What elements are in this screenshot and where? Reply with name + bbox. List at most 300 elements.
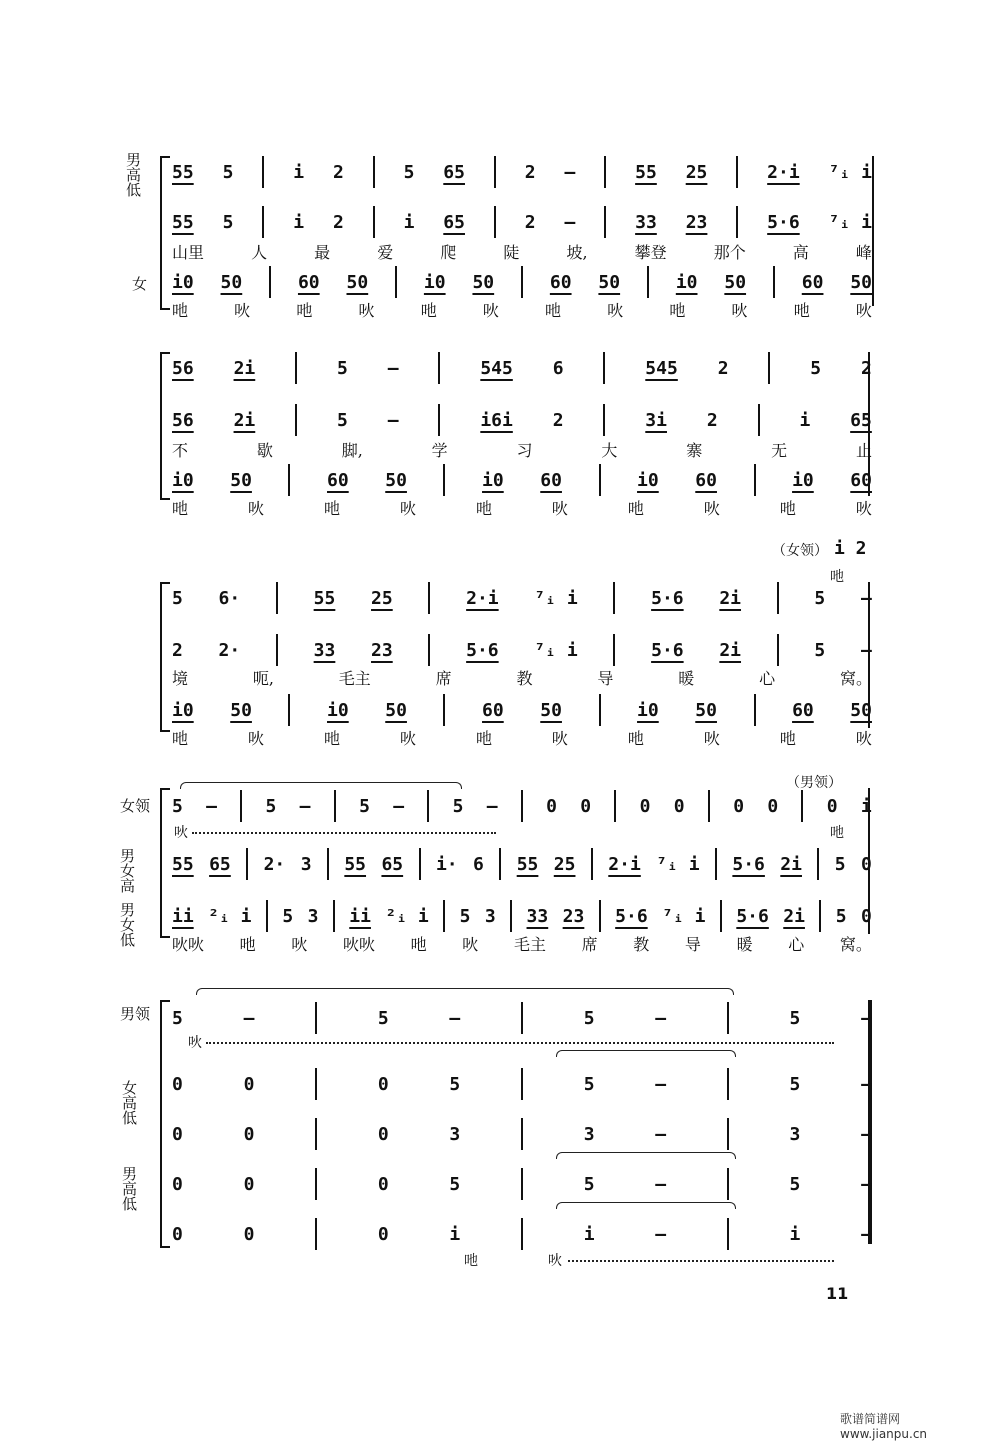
barline — [777, 634, 779, 666]
barline — [373, 206, 375, 238]
barline — [428, 634, 430, 666]
barline — [428, 582, 430, 614]
lyric-syllable: 教 — [516, 669, 533, 688]
note: 3i — [645, 409, 667, 431]
barline — [647, 266, 649, 298]
note: 0 — [243, 1123, 255, 1145]
lyric-line — [172, 438, 872, 460]
lyric-line — [172, 726, 872, 748]
note: i0 — [637, 699, 659, 721]
note: 2 — [861, 357, 872, 379]
note: ii — [349, 905, 371, 927]
note: — — [655, 1007, 667, 1029]
note: — — [861, 1173, 872, 1195]
note: i0 — [172, 469, 194, 491]
note: i0 — [637, 469, 659, 491]
note: 55 — [344, 853, 367, 875]
note: — — [206, 795, 217, 817]
barline — [315, 1168, 317, 1200]
note: ²ᵢ i — [385, 905, 429, 927]
lyric-syllable: 吙 — [247, 729, 264, 748]
barline — [427, 790, 429, 822]
barline — [817, 848, 819, 880]
note: 5 — [452, 795, 464, 817]
note: 5·6 — [615, 905, 648, 927]
lyric-syllable: 吔 — [475, 729, 492, 748]
lyric-syllable: 吔 — [779, 729, 796, 748]
note: i0 — [675, 271, 698, 293]
voice-label-female: 女 — [132, 275, 148, 293]
note: 5 — [814, 587, 826, 609]
note: — — [655, 1223, 667, 1245]
lyric-syllable: 窝。 — [839, 669, 872, 688]
note: 5·6 — [651, 587, 684, 609]
note: ⁷ᵢ i — [828, 211, 872, 233]
lyric-line — [172, 496, 872, 518]
note: i — [293, 161, 305, 183]
note: 5·6 — [736, 905, 769, 927]
voice-label-men: 男高低 — [120, 1166, 138, 1211]
note: 5·6 — [651, 639, 684, 661]
note: i — [403, 211, 415, 233]
note: — — [861, 1007, 872, 1029]
lyric-syllable: 毛主 — [513, 935, 546, 954]
barline — [395, 266, 397, 298]
note: i· — [435, 853, 458, 875]
barline — [715, 848, 717, 880]
barline — [521, 1118, 523, 1150]
tie-arc — [556, 1050, 736, 1057]
note: 0 — [243, 1173, 255, 1195]
lyric-syllable: 暖 — [736, 935, 753, 954]
lyric-syllable: 攀登 — [634, 243, 667, 262]
lyric-line — [172, 240, 872, 262]
barline — [777, 582, 779, 614]
lyric-syllable: 峰 — [855, 243, 872, 262]
melisma-dots — [206, 1042, 834, 1044]
barline — [720, 900, 722, 932]
note: ii — [172, 905, 194, 927]
staff-row-women-low — [172, 1116, 872, 1152]
lyric-syllable: 导 — [684, 935, 701, 954]
lyric-syllable: 吙 — [551, 499, 568, 518]
note: 0 — [377, 1073, 389, 1095]
note: 60 — [801, 271, 824, 293]
barline — [758, 404, 760, 436]
note: 6 — [552, 357, 564, 379]
note: 5 — [810, 357, 822, 379]
lyric-syllable: 止 — [855, 441, 872, 460]
page-number: 11 — [826, 1284, 849, 1303]
note: 65 — [850, 409, 872, 431]
voice-label-female-lead: 女领 — [120, 797, 151, 815]
lyric-syllable: 习 — [516, 441, 533, 460]
lyric-syllable: 呃, — [252, 669, 274, 688]
lyric-syllable: 窝。 — [839, 935, 872, 954]
note: — — [564, 161, 576, 183]
note: 0 — [243, 1073, 255, 1095]
staff-row-1 — [172, 350, 872, 386]
barline — [494, 156, 496, 188]
note: 50 — [230, 699, 252, 721]
note: 0 — [639, 795, 651, 817]
staff-row-3 — [172, 462, 872, 498]
lyric-syllable: 吙 — [703, 729, 720, 748]
lyric-end-2: 吙 — [548, 1253, 562, 1269]
barline — [521, 1068, 523, 1100]
note: 5 — [337, 357, 348, 379]
barline — [604, 156, 606, 188]
lyric-line — [172, 666, 872, 688]
tie-arc — [196, 988, 734, 995]
score-system-1 — [0, 140, 990, 320]
staff-row-men-low — [172, 1216, 872, 1252]
note: 3 — [484, 905, 496, 927]
note: 50 — [230, 469, 252, 491]
score-system-4 — [0, 770, 990, 960]
lyric-syllable: 吔 — [172, 301, 189, 320]
lyric-syllable: 吙 — [482, 301, 499, 320]
lyric-syllable: 毛主 — [338, 669, 371, 688]
note: i0 — [482, 469, 504, 491]
note: 25 — [553, 853, 576, 875]
pickup-notes: i 2 — [834, 538, 867, 559]
barline — [727, 1218, 729, 1250]
note: 60 — [327, 469, 349, 491]
note: 0 — [580, 795, 592, 817]
note: 3 — [583, 1123, 595, 1145]
barline — [754, 694, 756, 726]
barline — [315, 1068, 317, 1100]
note: 2 — [332, 161, 344, 183]
lyric-syllable: 吙 — [291, 935, 308, 954]
lyric-syllable: 最 — [314, 243, 331, 262]
note: 2 — [524, 211, 536, 233]
note: 545 — [645, 357, 678, 379]
barline — [443, 464, 445, 496]
staff-row-2 — [172, 402, 872, 438]
lyric-syllable: 吙 — [855, 301, 872, 320]
note: 5 — [789, 1073, 801, 1095]
note: 5 — [265, 795, 277, 817]
barline — [269, 266, 271, 298]
barline — [315, 1118, 317, 1150]
barline — [736, 206, 738, 238]
lyric-syllable: 吔 — [627, 729, 644, 748]
watermark: 歌谱简谱网 www.jianpu.cn — [840, 1412, 928, 1441]
note: 50 — [850, 699, 872, 721]
lyric-start: 吙 — [174, 825, 188, 841]
barline — [613, 582, 615, 614]
score-system-2 — [0, 346, 990, 526]
lyric-syllable: 吔 — [172, 729, 189, 748]
note: 0 — [377, 1223, 389, 1245]
note: 2·i — [608, 853, 641, 875]
note: 65 — [209, 853, 231, 875]
note: — — [387, 357, 399, 379]
note: — — [655, 1123, 667, 1145]
lyric-syllable: 那个 — [713, 243, 746, 262]
male-lead-label: （男领） — [786, 775, 842, 791]
barline — [727, 1168, 729, 1200]
female-lead-label: （女领） — [772, 543, 828, 559]
barline — [754, 464, 756, 496]
note: ⁷ᵢ i — [662, 905, 706, 927]
note: 5 — [172, 795, 183, 817]
note: 5 — [377, 1007, 389, 1029]
note: 3 — [449, 1123, 461, 1145]
note: i0 — [172, 699, 194, 721]
note: 2· — [218, 639, 241, 661]
lyric-syllable: 吙 — [399, 499, 416, 518]
note: 55 — [172, 211, 194, 233]
note: 2 — [552, 409, 564, 431]
barline — [262, 206, 264, 238]
lyric-end-1: 吔 — [464, 1253, 478, 1269]
note: 2·i — [767, 161, 800, 183]
barline — [521, 266, 523, 298]
staff-row-female — [172, 264, 872, 300]
staff-row-female-lead — [172, 788, 872, 824]
lyric-syllable: 爬 — [440, 243, 457, 262]
note: 65 — [443, 211, 465, 233]
barline — [599, 694, 601, 726]
lyric-syllable: 爱 — [377, 243, 394, 262]
note: 0 — [673, 795, 685, 817]
note: — — [564, 211, 576, 233]
note: 33 — [313, 639, 336, 661]
note: 2i — [780, 853, 802, 875]
barline — [295, 352, 297, 384]
note: 5 — [834, 853, 846, 875]
barline — [499, 848, 501, 880]
voice-label-male-lead: 男领 — [120, 1005, 151, 1023]
system-bracket — [160, 156, 170, 310]
note: 5·6 — [466, 639, 499, 661]
note: 545 — [480, 357, 513, 379]
barline — [327, 848, 329, 880]
lyric-syllable: 吙 — [234, 301, 251, 320]
barline — [295, 404, 297, 436]
note: 5 — [449, 1173, 461, 1195]
barline — [373, 156, 375, 188]
barline — [288, 694, 290, 726]
lyric-syllable: 教 — [633, 935, 650, 954]
lyric-syllable: 吙 — [247, 499, 264, 518]
note: 5 — [449, 1073, 461, 1095]
score-system-5 — [0, 980, 990, 1270]
note: 50 — [220, 271, 243, 293]
system-bracket — [160, 582, 170, 732]
lyric-syllable: 吙吙 — [172, 935, 205, 954]
note: 50 — [385, 699, 407, 721]
note: 3 — [300, 853, 312, 875]
note: ⁷ᵢ i — [656, 853, 700, 875]
barline — [521, 1002, 523, 1034]
note: 50 — [850, 271, 872, 293]
lyric-syllable: 境 — [172, 669, 189, 688]
barline — [604, 206, 606, 238]
staff-row-men-high — [172, 1166, 872, 1202]
score-system-3 — [0, 536, 990, 756]
lyric-syllable: 心 — [759, 669, 776, 688]
system-bracket — [160, 788, 170, 938]
barline — [708, 790, 710, 822]
lyric-syllable: 吔 — [323, 729, 340, 748]
note: 5 — [403, 161, 415, 183]
note: 0 — [861, 905, 872, 927]
staff-row-3 — [172, 692, 872, 728]
note: 2 — [332, 211, 344, 233]
tie-arc — [556, 1152, 736, 1159]
note: 55 — [172, 853, 194, 875]
barline — [591, 848, 593, 880]
note: 5 — [814, 639, 826, 661]
lyric-syllable: 陡 — [503, 243, 520, 262]
note: i — [789, 1223, 801, 1245]
barline — [727, 1068, 729, 1100]
lyric-syllable: 心 — [788, 935, 805, 954]
staff-row-1 — [172, 580, 872, 616]
note: 0 — [377, 1173, 389, 1195]
lyric-syllable: 吙 — [358, 301, 375, 320]
note: 23 — [371, 639, 393, 661]
lyric-syllable: 人 — [251, 243, 268, 262]
note: 60 — [695, 469, 717, 491]
note: ²ᵢ i — [208, 905, 252, 927]
note: — — [243, 1007, 255, 1029]
lyric-syllable: 席 — [435, 669, 452, 688]
barline — [240, 790, 242, 822]
note: 50 — [540, 699, 562, 721]
note: i — [293, 211, 305, 233]
barline — [819, 900, 821, 932]
staff-row-women-high — [172, 1066, 872, 1102]
note: 33 — [635, 211, 657, 233]
note: 50 — [598, 271, 621, 293]
voice-label-low: 男女低 — [118, 902, 136, 947]
lyric-syllable: 吙 — [855, 729, 872, 748]
barline — [276, 634, 278, 666]
lyric-end: 吔 — [830, 825, 844, 841]
note: — — [449, 1007, 461, 1029]
note: 0 — [243, 1223, 255, 1245]
note: 60 — [482, 699, 504, 721]
lyric-syllable: 高 — [792, 243, 809, 262]
note: i — [449, 1223, 461, 1245]
note: 60 — [850, 469, 872, 491]
barline — [521, 1218, 523, 1250]
note: 5 — [583, 1007, 595, 1029]
barline — [727, 1118, 729, 1150]
note: 5 — [172, 587, 183, 609]
note: 0 — [172, 1223, 183, 1245]
note: 23 — [562, 905, 585, 927]
note: 2i — [233, 357, 256, 379]
note: 55 — [516, 853, 539, 875]
barline — [288, 464, 290, 496]
note: 65 — [443, 161, 465, 183]
note: 0 — [546, 795, 557, 817]
note: 5 — [789, 1173, 801, 1195]
note: 25 — [371, 587, 393, 609]
lyric-syllable: 山里 — [172, 243, 205, 262]
lyric-syllable: 吙 — [551, 729, 568, 748]
note: 65 — [381, 853, 404, 875]
note: 5 — [222, 211, 234, 233]
barline — [315, 1002, 317, 1034]
note: i0 — [172, 271, 194, 293]
note: 60 — [540, 469, 562, 491]
lyric-syllable: 歇 — [256, 441, 273, 460]
note: 60 — [792, 699, 814, 721]
note: 0 — [172, 1173, 183, 1195]
lyric-line — [172, 298, 872, 320]
voice-label-male: 男高低 — [124, 152, 142, 197]
lyric-syllable: 吔 — [420, 301, 437, 320]
note: — — [299, 795, 311, 817]
note: 0 — [377, 1123, 389, 1145]
lyric-syllable: 吙 — [607, 301, 624, 320]
pickup-lyric: 吔 — [830, 569, 844, 585]
note: 0 — [767, 795, 779, 817]
note: 5 — [172, 1007, 183, 1029]
barline — [315, 1218, 317, 1250]
barline — [276, 582, 278, 614]
note: 5 — [337, 409, 348, 431]
note: 2·i — [466, 587, 499, 609]
note: 0 — [861, 853, 872, 875]
barline — [246, 848, 248, 880]
staff-row-high — [172, 846, 872, 882]
note: ⁷ᵢ i — [534, 639, 578, 661]
barline — [262, 156, 264, 188]
note: 6 — [473, 853, 484, 875]
note: 50 — [472, 271, 495, 293]
lyric-syllable: 吔 — [296, 301, 313, 320]
note: 5 — [282, 905, 294, 927]
note: 2 — [706, 409, 718, 431]
barline — [599, 464, 601, 496]
note: i6i — [480, 409, 513, 431]
note: i — [860, 795, 872, 817]
note: 23 — [685, 211, 708, 233]
note: 5 — [583, 1173, 595, 1195]
staff-row-male-lead — [172, 1000, 872, 1036]
lyric-syllable: 导 — [597, 669, 614, 688]
staff-row-male-high — [172, 154, 872, 190]
lyric-syllable: 吙 — [462, 935, 479, 954]
note: 6· — [218, 587, 241, 609]
note: 50 — [346, 271, 369, 293]
barline — [521, 1168, 523, 1200]
note: i0 — [327, 699, 349, 721]
note: ⁷ᵢ i — [534, 587, 578, 609]
note: — — [486, 795, 498, 817]
lyric-syllable: 吔 — [239, 935, 256, 954]
note: 50 — [695, 699, 717, 721]
barline — [419, 848, 421, 880]
note: 2i — [719, 587, 742, 609]
lyric-male-lead: 吙 — [188, 1035, 202, 1051]
lyric-syllable: 吔 — [475, 499, 492, 518]
lyric-syllable: 吔 — [669, 301, 686, 320]
note: ⁷ᵢ i — [828, 161, 872, 183]
barline — [521, 790, 523, 822]
melisma-dots — [192, 832, 496, 834]
lyric-syllable: 吙 — [855, 499, 872, 518]
note: 5 — [459, 905, 471, 927]
